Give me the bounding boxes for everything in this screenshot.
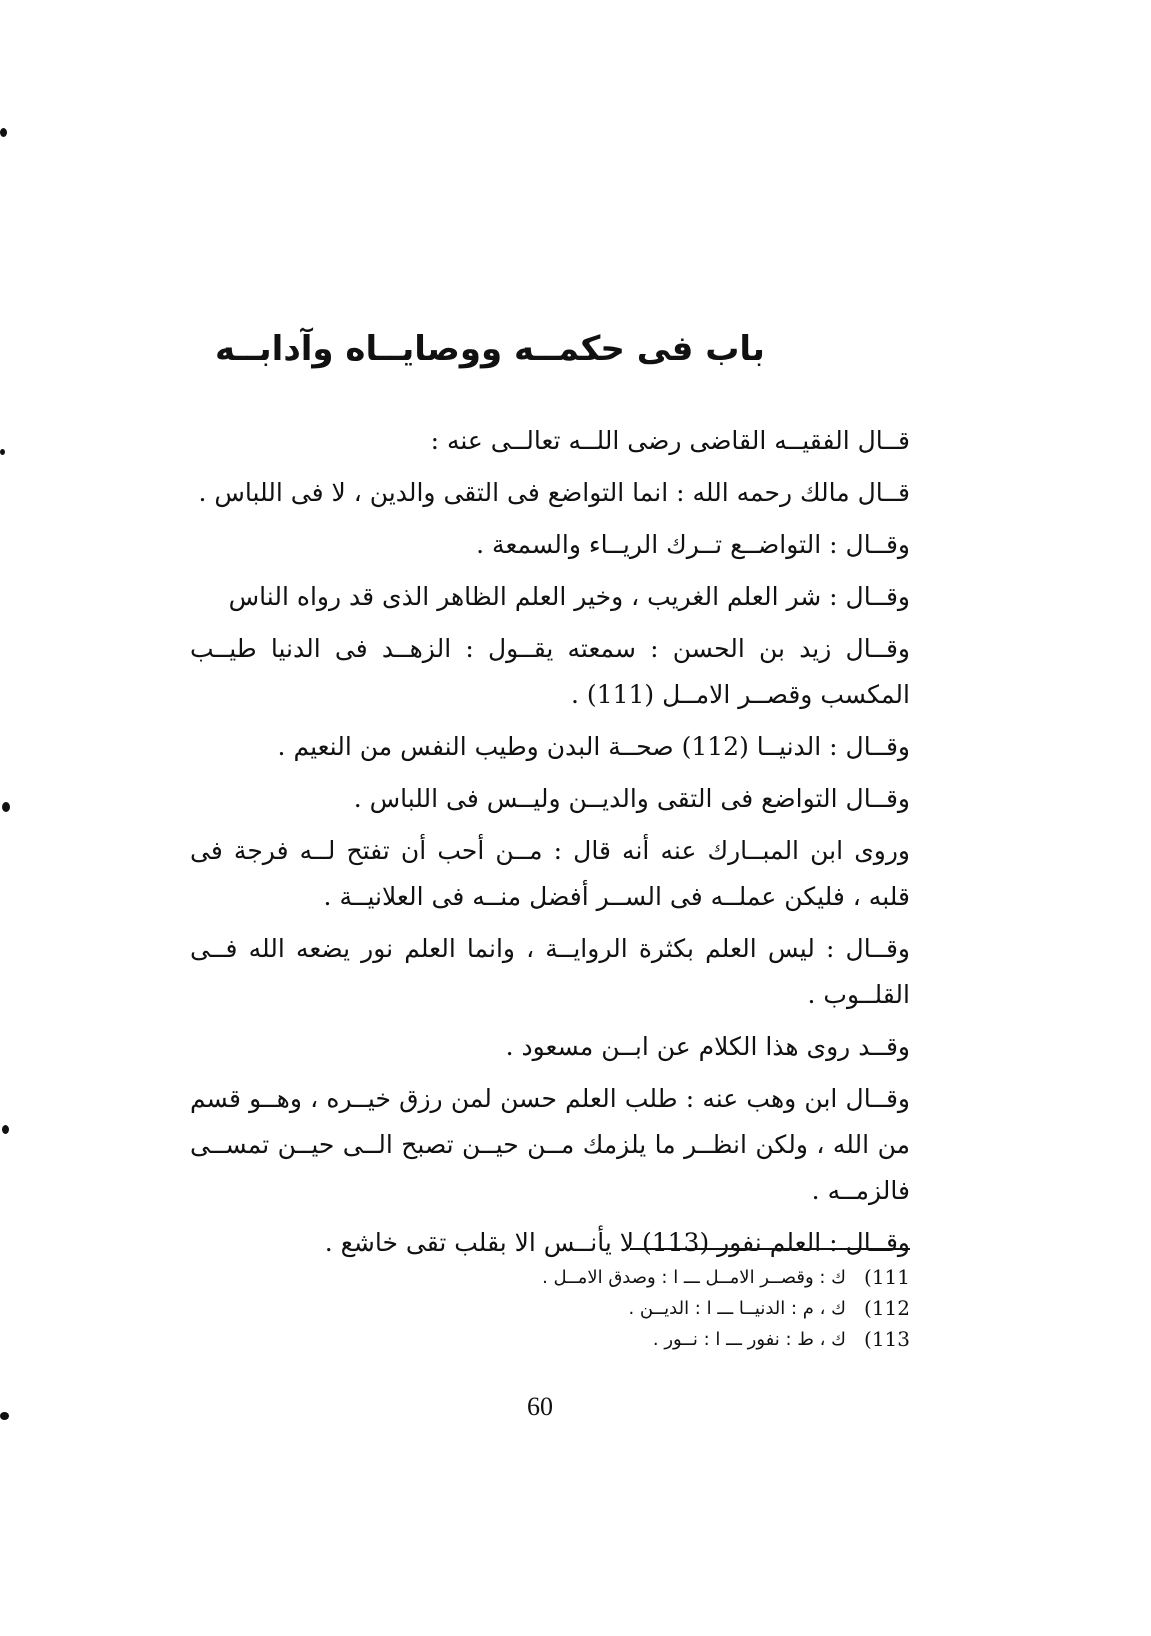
scan-speck [0, 128, 7, 137]
scan-speck [0, 449, 5, 455]
paragraph: وقــال زيد بن الحسن : سمعته يقــول : الزهــد فى الدنيا طيــب المكسب وقصــر الامــل (111) . [190, 634, 910, 709]
paragraph: وقــال ابن وهب عنه : طلب العلم حسن لمن رزق خيــره ، وهــو قسم من الله ، ولكن انظــر ما يلزمك مــن حيــن تصبح الــى حيــن تمســى فالزمــه . [190, 1084, 911, 1205]
paragraph: قــال الفقيــه القاضى رضى اللــه تعالــى عنه : [430, 426, 910, 455]
paragraph: وروى ابن المبــارك عنه أنه قال : مــن أحب أن تفتح لــه فرجة فى قلبه ، فليكن عملــه فى الســر أفضل منــه فى العلانيــة . [190, 836, 910, 911]
paragraph: وقــد روى هذا الكلام عن ابــن مسعود . [505, 1032, 910, 1061]
footnote-number: (113 [864, 1327, 910, 1351]
scan-speck [0, 1412, 9, 1420]
footnote [400, 1293, 910, 1324]
paragraph: وقــال التواضع فى التقى والديــن وليــس فى اللباس . [353, 784, 910, 813]
footnote [400, 1324, 910, 1355]
scan-speck [2, 1125, 9, 1134]
footnote-number: (111 [864, 1265, 910, 1289]
paragraph: وقــال : ليس العلم بكثرة الروايــة ، وانما العلم نور يضعه الله فــى القلــوب . [190, 934, 910, 1009]
paragraph: وقــال : شر العلم الغريب ، وخير العلم الظاهر الذى قد رواه الناس [228, 582, 910, 611]
scan-speck [2, 802, 10, 812]
paragraph: وقــال : التواضــع تــرك الريــاء والسمعة . [476, 530, 910, 559]
footnote-text: ك ، ط : نفور ـــ ا : نــور . [652, 1329, 847, 1350]
paragraph: قــال مالك رحمه الله : انما التواضع فى التقى والدين ، لا فى اللباس . [198, 478, 910, 507]
footnote-divider [630, 1248, 910, 1250]
footnote-number: (112 [864, 1296, 910, 1320]
paragraph: وقــال : العلم نفور (113) لا يأنــس الا بقلب تقى خاشع . [324, 1228, 910, 1257]
footnote-text: ك ، م : الدنيــا ـــ ا : الديــن . [628, 1298, 847, 1319]
chapter-title: باب فى حكمــه ووصايــاه وآدابــه [215, 329, 765, 369]
footnotes [400, 1262, 910, 1355]
footnote [400, 1262, 910, 1293]
paragraph: وقــال : الدنيــا (112) صحــة البدن وطيب النفس من النعيم . [277, 732, 910, 761]
footnote-text: ك : وقصــر الامــل ـــ ا : وصدق الامــل . [542, 1267, 847, 1288]
page-number: 60 [527, 1392, 553, 1421]
body-text [190, 418, 910, 1272]
